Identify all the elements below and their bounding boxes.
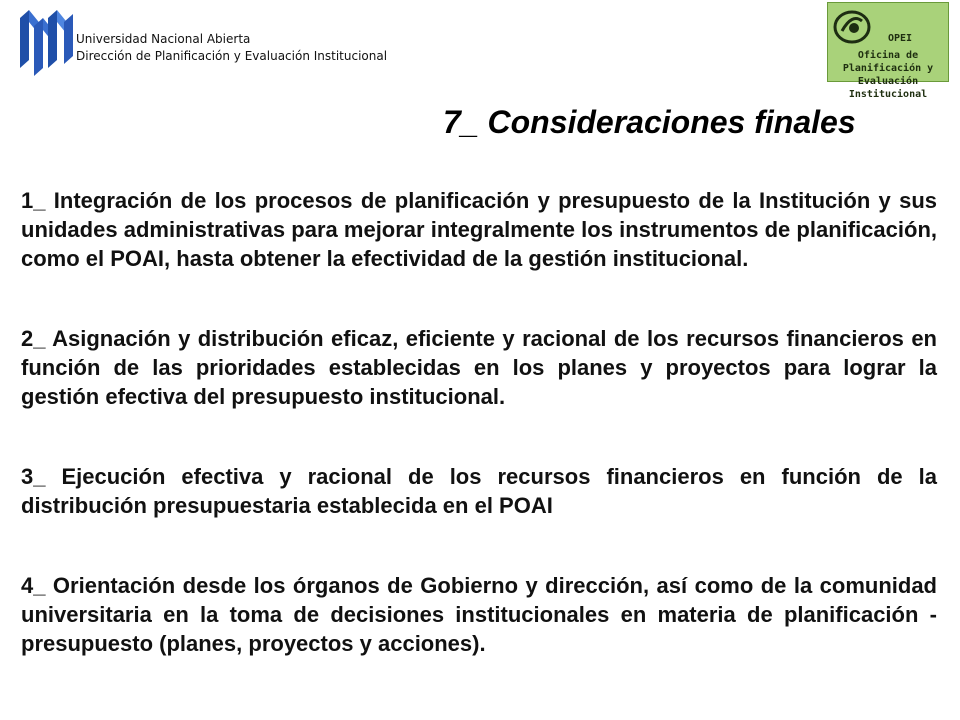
consideration-1: 1_ Integración de los procesos de planificación y presupuesto de la Institución y sus unidades administrativas para mejorar integralmente los instrumentos de planificación, como el POAI, hasta obtener la efectividad de la gestión institucional. xyxy=(21,188,937,271)
opei-emblem-icon xyxy=(832,7,872,47)
header xyxy=(0,0,960,100)
page-title: 7_ Consideraciones finales xyxy=(443,104,856,140)
opei-logo xyxy=(827,2,949,100)
una-logo xyxy=(20,8,78,70)
institution-line-1: Universidad Nacional Abierta xyxy=(76,32,251,46)
opei-code: OPEI xyxy=(888,33,913,44)
consideration-3: 3_ Ejecución efectiva y racional de los recursos financieros en función de la distribución presupuestaria establecida en el POAI xyxy=(21,464,937,518)
institution-name xyxy=(76,31,387,65)
opei-name xyxy=(828,49,948,101)
opei-name-line-1: Oficina de Planificación y xyxy=(842,50,934,74)
consideration-2: 2_ Asignación y distribución eficaz, eficiente y racional de los recursos financieros en función de las prioridades establecidas en los planes y proyectos para lograr la gestión efectiva del presupuesto institucional. xyxy=(21,326,937,409)
opei-name-line-2: Evaluación Institucional xyxy=(848,76,928,100)
consideration-4: 4_ Orientación desde los órganos de Gobierno y dirección, así como de la comunidad universitaria en la toma de decisiones institucionales en materia de planificación - presupuesto (planes, proyectos y acciones). xyxy=(21,573,937,656)
considerations-list xyxy=(21,186,937,658)
institution-line-2: Dirección de Planificación y Evaluación Institucional xyxy=(76,49,388,63)
